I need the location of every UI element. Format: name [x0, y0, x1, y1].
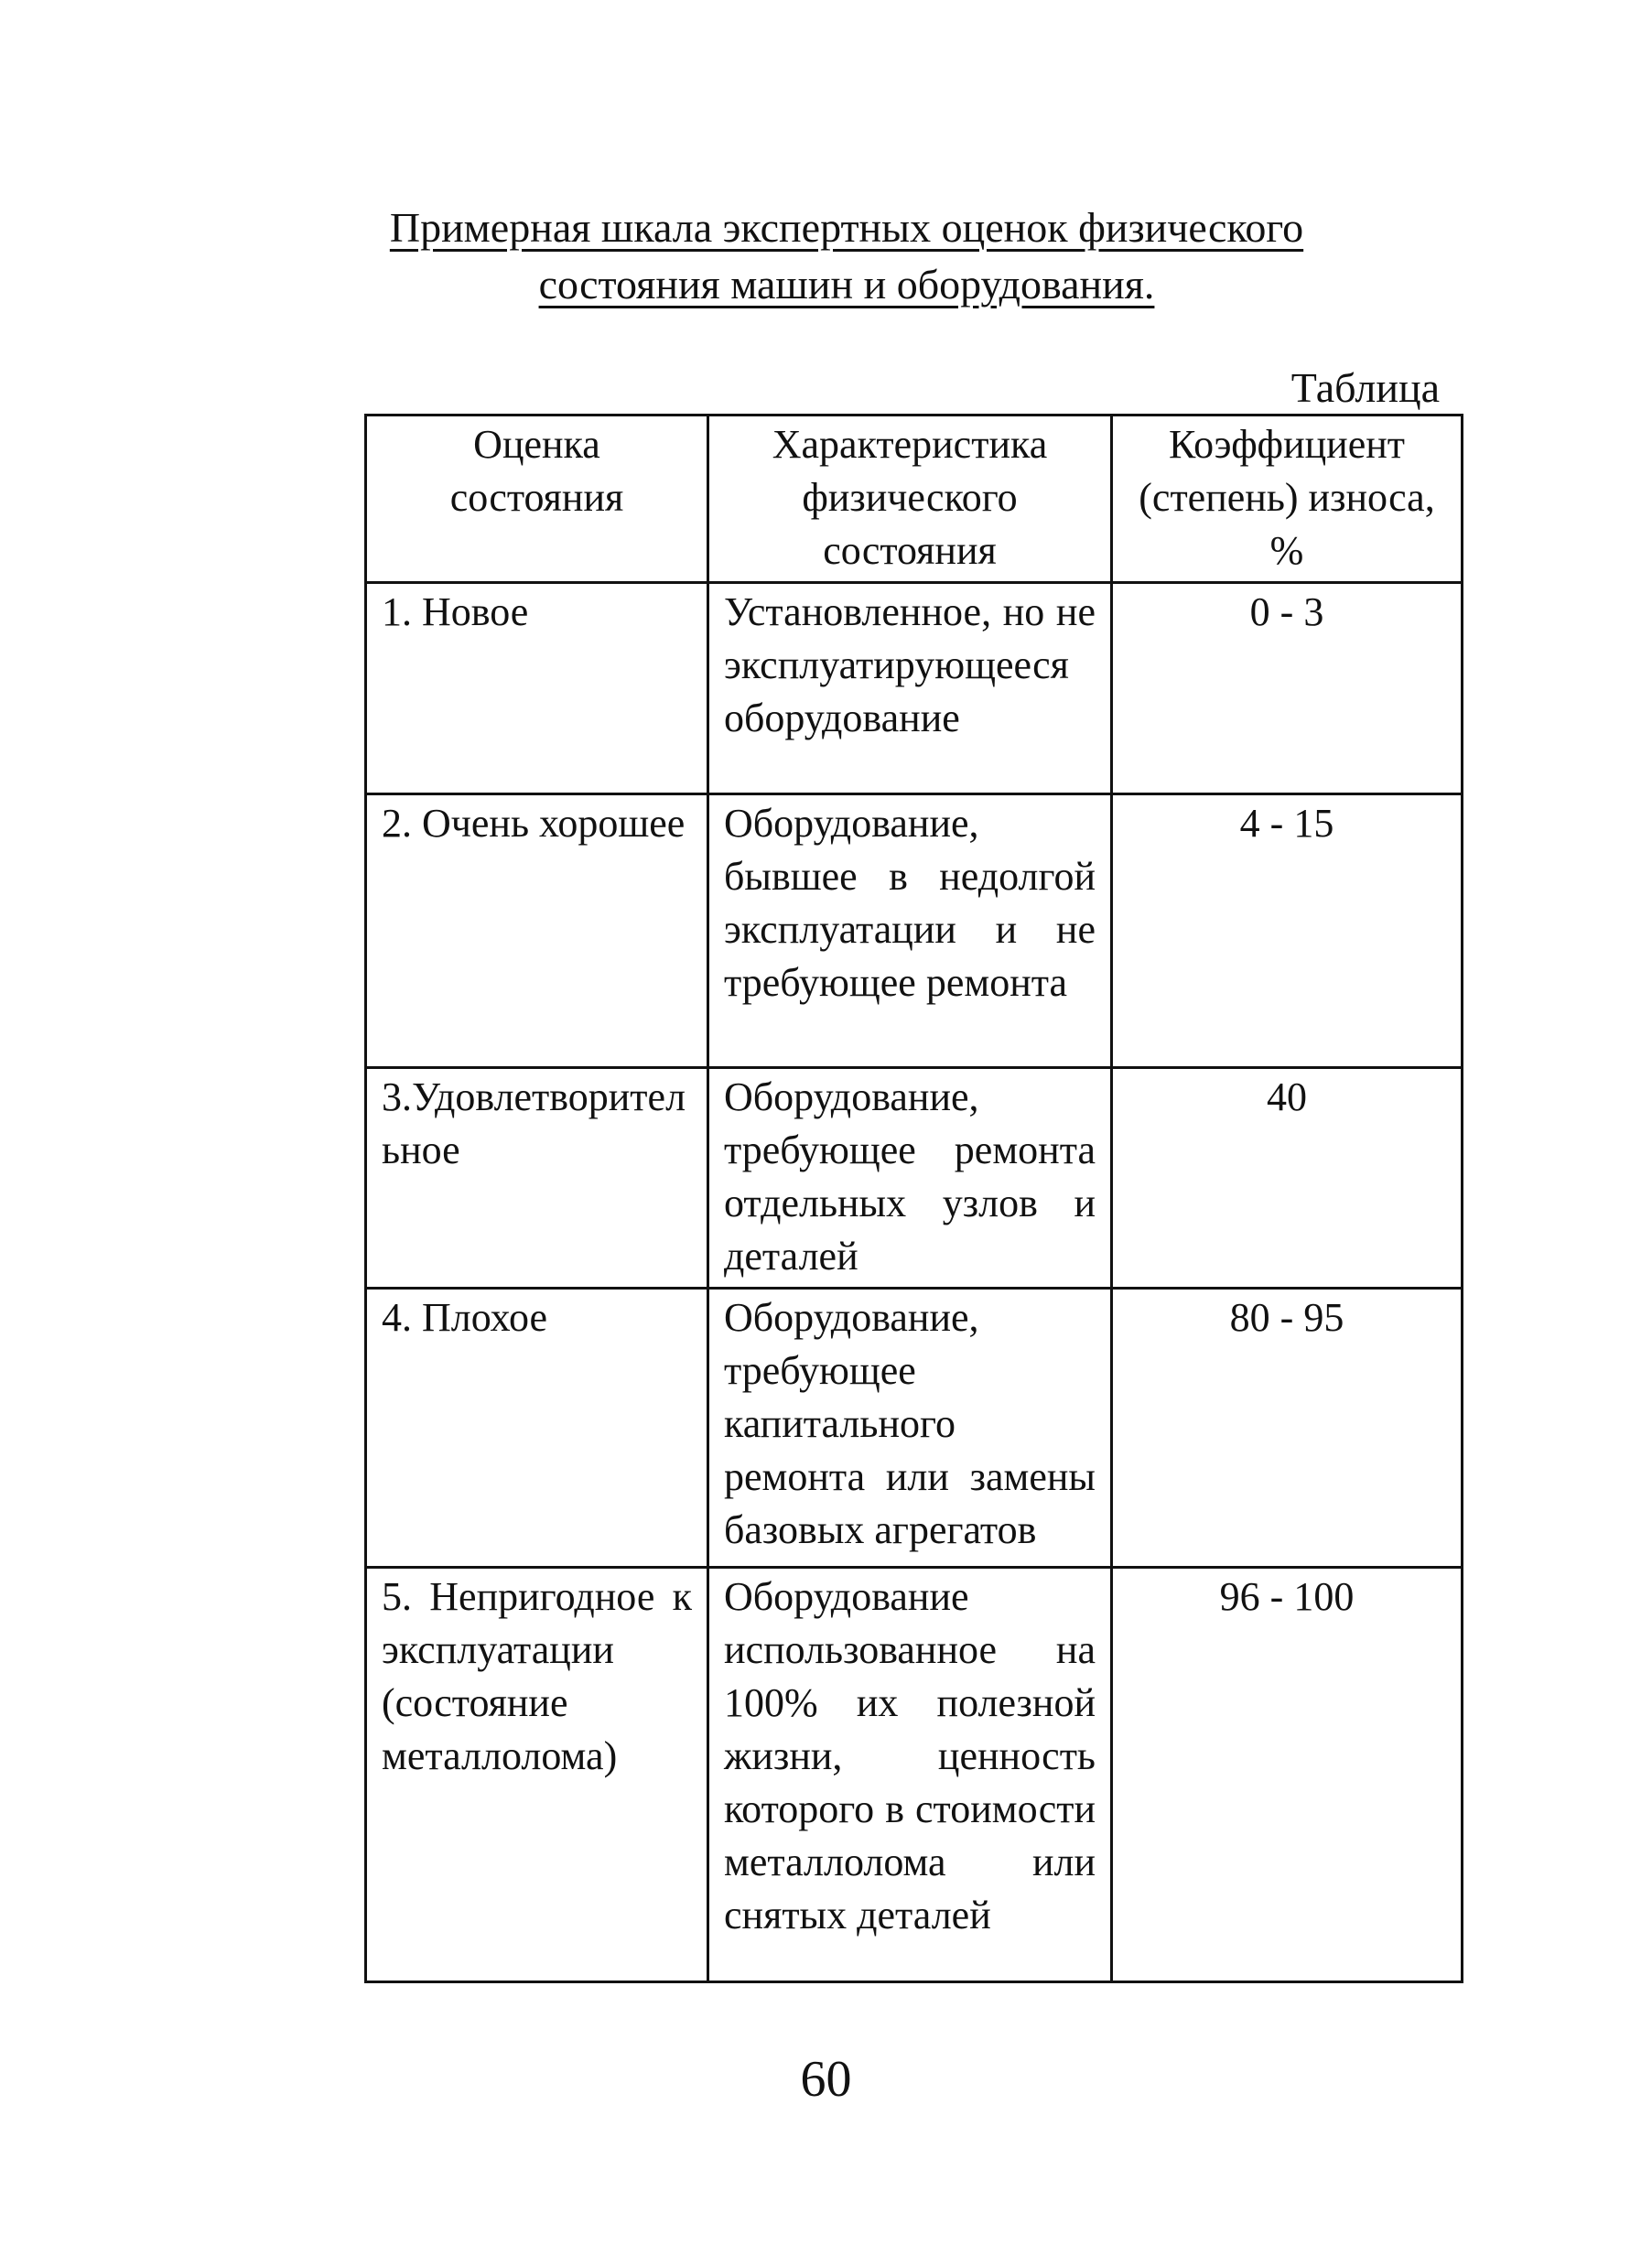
coefficient-cell: 96 - 100 — [1112, 1568, 1463, 1982]
table-row — [366, 794, 1463, 1068]
description-cell: Установленное, но не эксплуатирующееся оборудование — [708, 583, 1112, 794]
description-cell: Оборудование, требующее ремонта отдельных узлов и деталей — [708, 1068, 1112, 1289]
page-number: 60 — [800, 2051, 852, 2108]
title-line-1: Примерная шкала экспертных оценок физического — [389, 204, 1304, 251]
rating-cell: 2. Очень хорошее — [366, 794, 708, 1068]
title-line-2: состояния машин и оборудования. — [538, 261, 1155, 308]
document-title — [275, 200, 1419, 313]
table-row — [366, 583, 1463, 794]
description-cell: Оборудование использованное на 100% их полезной жизни, ценность которого в стоимости металлолома или снятых деталей — [708, 1568, 1112, 1982]
coefficient-cell: 0 - 3 — [1112, 583, 1463, 794]
description-cell: Оборудование, требующее капитального ремонта или замены базовых агрегатов — [708, 1289, 1112, 1568]
coefficient-cell: 40 — [1112, 1068, 1463, 1289]
table-row — [366, 1068, 1463, 1289]
table-row — [366, 1568, 1463, 1982]
table-label: Таблица — [1290, 364, 1440, 411]
coefficient-cell: 80 - 95 — [1112, 1289, 1463, 1568]
description-cell: Оборудование, бывшее в недолгой эксплуатации и не требующее ремонта — [708, 794, 1112, 1068]
rating-cell: 4. Плохое — [366, 1289, 708, 1568]
header-coefficient: Коэффициент (степень) износа, % — [1112, 416, 1463, 583]
header-description: Характеристика физического состояния — [708, 416, 1112, 583]
rating-cell: 1. Новое — [366, 583, 708, 794]
table-row — [366, 1289, 1463, 1568]
header-rating: Оценка состояния — [366, 416, 708, 583]
rating-cell: 3.Удовлетворительное — [366, 1068, 708, 1289]
coefficient-cell: 4 - 15 — [1112, 794, 1463, 1068]
table-header-row — [366, 416, 1463, 583]
rating-cell: 5. Непригодное к эксплуатации (состояние металлолома) — [366, 1568, 708, 1982]
wear-assessment-table — [364, 414, 1463, 1983]
